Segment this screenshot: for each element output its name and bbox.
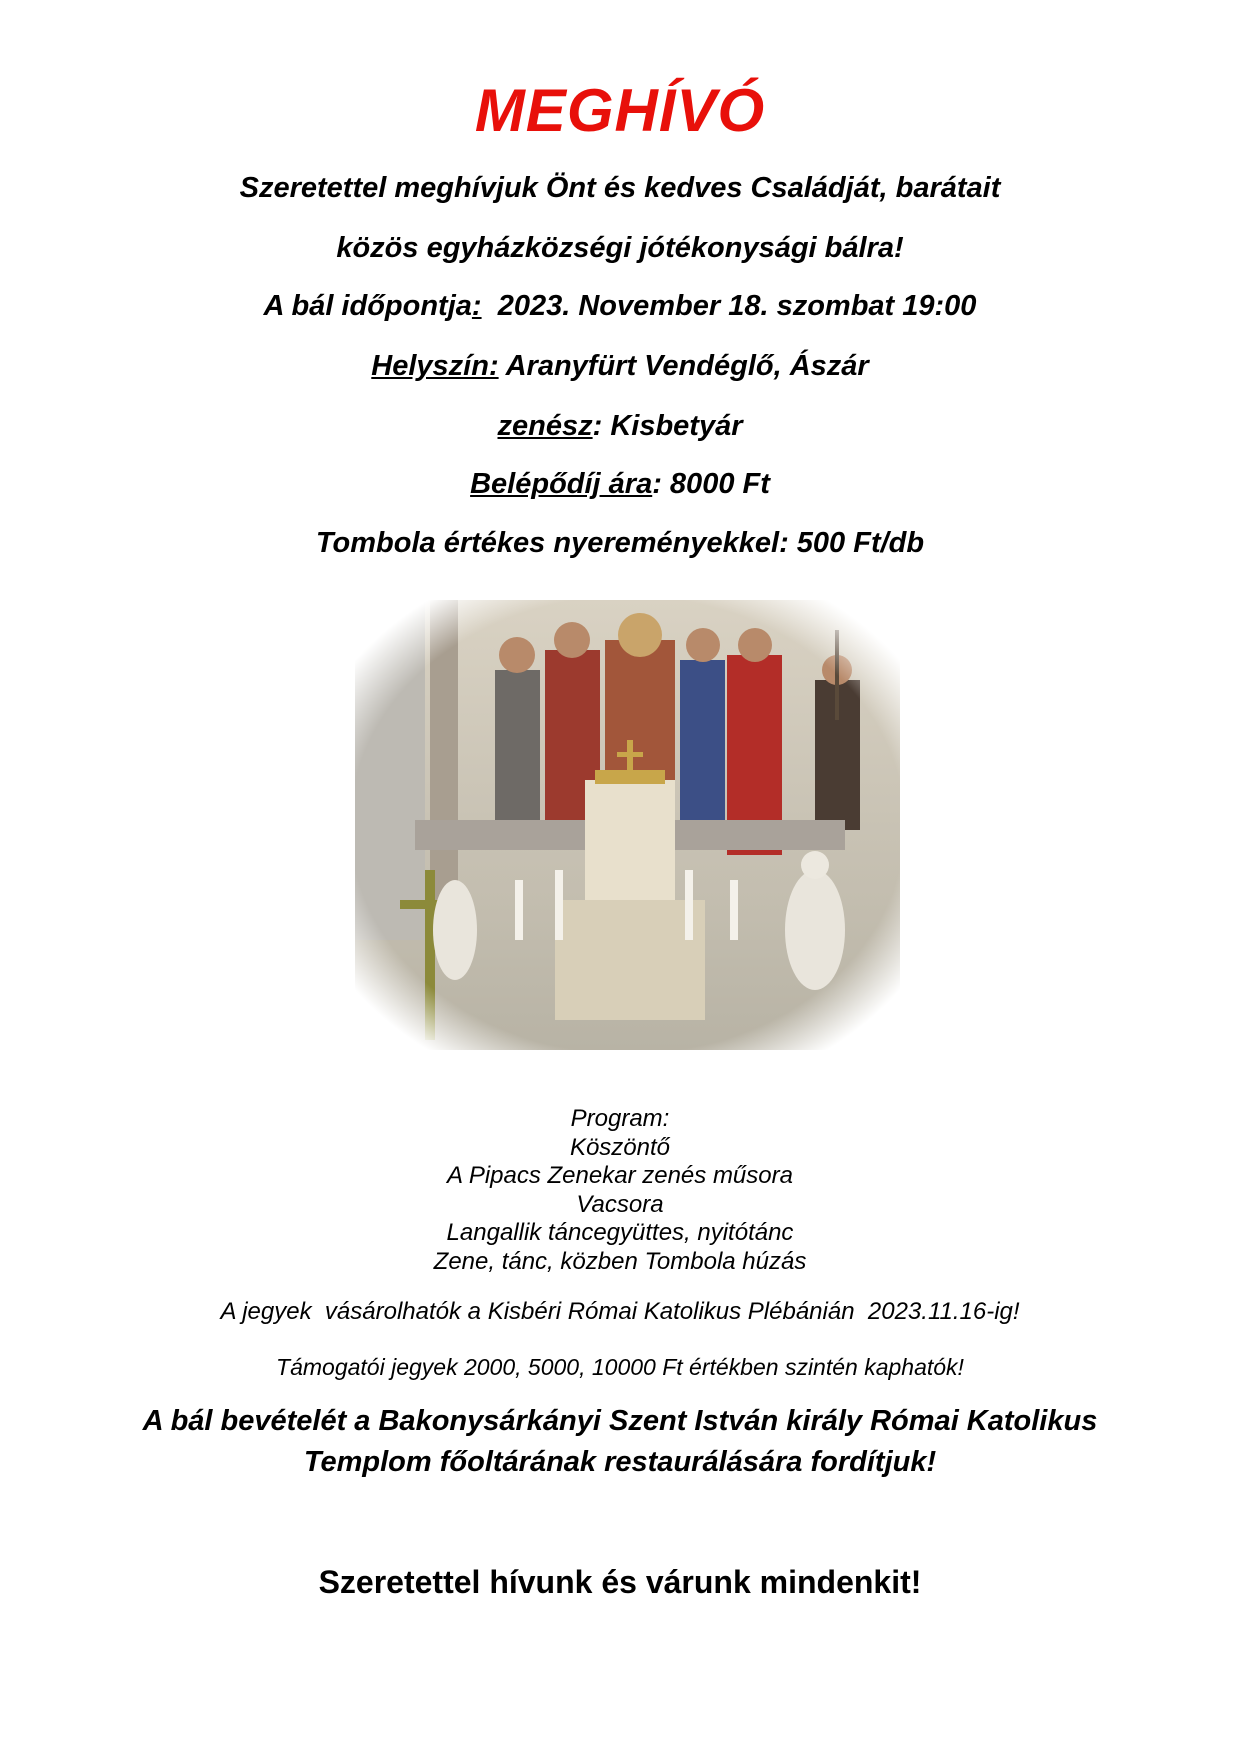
fee-line xyxy=(0,468,1240,501)
tickets-line: A jegyek vásárolhatók a Kisbéri Római Katolikus Plébánián 2023.11.16-ig! xyxy=(220,1298,1020,1325)
program-item: Vacsora xyxy=(576,1190,664,1218)
closing-line: Szeretettel hívunk és várunk mindenkit! xyxy=(318,1564,922,1600)
purpose-line-2: Templom főoltárának restaurálására fordítjuk! xyxy=(303,1446,937,1478)
program-item: Langallik táncegyüttes, nyitótánc xyxy=(446,1219,794,1246)
program-item: A Pipacs Zenekar zenés műsora xyxy=(447,1162,793,1189)
program-block xyxy=(0,1105,1240,1276)
venue-value: Aranyfürt Vendéglő, Ászár xyxy=(498,350,869,382)
date-value: 2023. November 18. szombat 19:00 xyxy=(481,290,977,322)
venue-label: Helyszín: xyxy=(371,350,499,382)
music-value: : Kisbetyár xyxy=(592,410,743,442)
date-separator: : xyxy=(471,290,482,322)
purpose-line-1: A bál bevételét a Bakonysárkányi Szent István király Római Katolikus xyxy=(142,1405,1098,1437)
program-item: Köszöntő xyxy=(569,1133,671,1161)
page-title: MEGHÍVÓ xyxy=(474,77,766,144)
music-label: zenész xyxy=(497,410,593,442)
program-item: Zene, tánc, közben Tombola húzás xyxy=(433,1247,807,1275)
altar-photo xyxy=(355,600,900,1050)
support-line: Támogatói jegyek 2000, 5000, 10000 Ft értékben szintén kaphatók! xyxy=(276,1354,964,1380)
fee-label: Belépődíj ára xyxy=(470,468,653,500)
intro-line-1: Szeretettel meghívjuk Önt és kedves Családját, barátait xyxy=(239,172,1001,204)
intro-line-2: közös egyházközségi jótékonysági bálra! xyxy=(336,232,904,264)
raffle-line: Tombola értékes nyereményekkel: 500 Ft/db xyxy=(315,527,925,559)
fee-value: : 8000 Ft xyxy=(652,468,770,500)
date-label: A bál időpontja xyxy=(263,290,472,322)
date-line xyxy=(0,290,1240,323)
venue-line xyxy=(0,350,1240,383)
music-line xyxy=(0,410,1240,443)
program-heading: Program: xyxy=(570,1105,670,1132)
